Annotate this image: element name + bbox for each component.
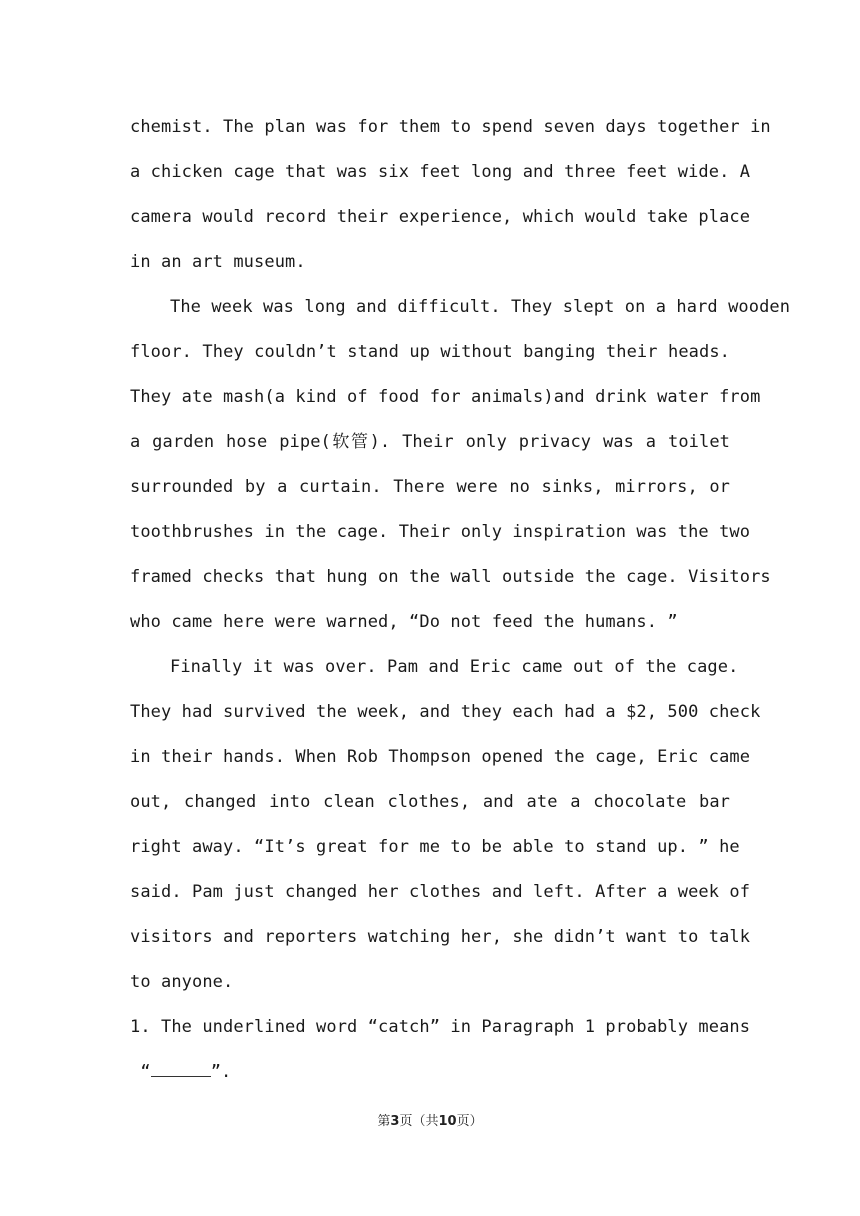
- text-line: They had survived the week, and they each had a $2, 500 check: [130, 702, 761, 722]
- text-line: right away. “It’s great for me to be able to stand up. ” he: [130, 837, 740, 857]
- text-line: surrounded by a curtain. There were no sinks, mirrors, or: [130, 477, 730, 497]
- text-line: in an art museum.: [130, 252, 306, 272]
- text-line: framed checks that hung on the wall outside the cage. Visitors: [130, 567, 771, 587]
- footer-prefix: 第: [377, 1114, 391, 1129]
- question-answer-line: [130, 1050, 730, 1095]
- text-line: camera would record their experience, which would take place: [130, 207, 751, 227]
- question-line: 1. The underlined word “catch” in Paragraph 1 probably means: [130, 1017, 751, 1037]
- page-footer: [0, 1110, 860, 1129]
- passage-text: [130, 105, 791, 1095]
- answer-blank: [151, 1062, 211, 1077]
- text-line: toothbrushes in the cage. Their only inspiration was the two: [130, 522, 751, 542]
- text-line: a chicken cage that was six feet long and three feet wide. A: [130, 162, 751, 182]
- text-line: floor. They couldn’t stand up without banging their heads.: [130, 342, 730, 362]
- footer-suffix: 页）: [456, 1114, 483, 1129]
- text-line: out, changed into clean clothes, and ate a chocolate bar: [130, 792, 730, 812]
- paragraph-start-line: The week was long and difficult. They slept on a hard wooden: [170, 297, 791, 317]
- open-quote: “: [140, 1062, 151, 1082]
- close-quote: ”.: [210, 1062, 232, 1082]
- text-line: who came here were warned, “Do not feed the humans. ”: [130, 612, 678, 632]
- text-line: visitors and reporters watching her, she didn’t want to talk: [130, 927, 751, 947]
- paragraph-start-line: Finally it was over. Pam and Eric came out of the cage.: [170, 657, 739, 677]
- footer-page-number: 3: [390, 1114, 400, 1129]
- footer-total-pages: 10: [438, 1114, 457, 1129]
- text-line: said. Pam just changed her clothes and left. After a week of: [130, 882, 751, 902]
- text-line: to anyone.: [130, 972, 234, 992]
- text-line: in their hands. When Rob Thompson opened the cage, Eric came: [130, 747, 751, 767]
- text-line: a garden hose pipe(软管). Their only privacy was a toilet: [130, 432, 730, 452]
- text-line: chemist. The plan was for them to spend seven days together in: [130, 117, 771, 137]
- text-line: They ate mash(a kind of food for animals)and drink water from: [130, 387, 761, 407]
- footer-middle: 页（共: [399, 1114, 439, 1129]
